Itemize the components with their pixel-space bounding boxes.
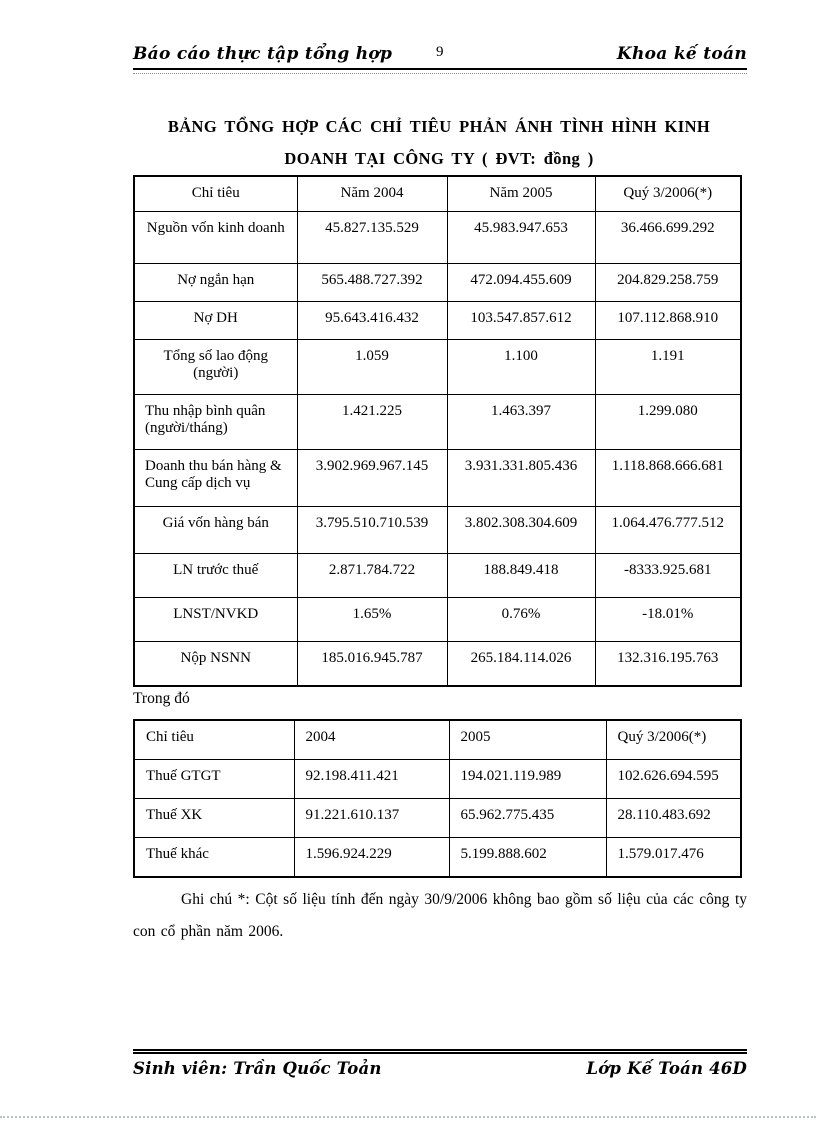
cell-value: 188.849.418 xyxy=(447,553,595,597)
cell-value: 103.547.857.612 xyxy=(447,301,595,339)
table-row xyxy=(134,597,741,641)
table-row xyxy=(134,798,741,837)
cell-value: 1.059 xyxy=(297,339,447,394)
title-line-1: BẢNG TỔNG HỢP CÁC CHỈ TIÊU PHẢN ÁNH TÌNH HÌNH KINH xyxy=(167,117,711,136)
column-header: Chỉ tiêu xyxy=(134,720,294,759)
cell-value: 5.199.888.602 xyxy=(449,837,606,877)
header-rule xyxy=(133,68,747,70)
tax-detail-table xyxy=(133,719,742,878)
row-label: Thuế XK xyxy=(134,798,294,837)
cell-value: -8333.925.681 xyxy=(595,553,741,597)
cell-value: 0.76% xyxy=(447,597,595,641)
row-label: Nợ DH xyxy=(134,301,297,339)
cell-value: 204.829.258.759 xyxy=(595,263,741,301)
row-label: LNST/NVKD xyxy=(134,597,297,641)
cell-value: 91.221.610.137 xyxy=(294,798,449,837)
row-label: Doanh thu bán hàng & Cung cấp dịch vụ xyxy=(134,449,297,506)
cell-value: 36.466.699.292 xyxy=(595,211,741,263)
bottom-dotted-rule xyxy=(0,1116,816,1118)
table-row xyxy=(134,641,741,686)
cell-value: -18.01% xyxy=(595,597,741,641)
header-right-text: Khoa kế toán xyxy=(616,44,747,64)
table-row xyxy=(134,449,741,506)
header-rule-dotted xyxy=(133,73,747,74)
report-title xyxy=(104,111,774,175)
table-row xyxy=(134,301,741,339)
cell-value: 1.579.017.476 xyxy=(606,837,741,877)
row-label: Nộp NSNN xyxy=(134,641,297,686)
title-line-2: DOANH TẠI CÔNG TY ( ĐVT: đồng ) xyxy=(284,149,594,168)
row-label: Thuế GTGT xyxy=(134,759,294,798)
table-row xyxy=(134,837,741,877)
cell-value: 45.983.947.653 xyxy=(447,211,595,263)
row-label: Nguồn vốn kinh doanh xyxy=(134,211,297,263)
footer-rule xyxy=(133,1049,747,1054)
trong-do-label: Trong đó xyxy=(133,690,190,707)
cell-value: 1.100 xyxy=(447,339,595,394)
business-indicators-table xyxy=(133,175,742,687)
cell-value: 1.463.397 xyxy=(447,394,595,449)
cell-value: 1.191 xyxy=(595,339,741,394)
cell-value: 185.016.945.787 xyxy=(297,641,447,686)
table-header-row xyxy=(134,176,741,211)
cell-value: 107.112.868.910 xyxy=(595,301,741,339)
column-header: Năm 2004 xyxy=(297,176,447,211)
cell-value: 1.65% xyxy=(297,597,447,641)
table-row xyxy=(134,211,741,263)
footer-left-text: Sinh viên: Trần Quốc Toản xyxy=(133,1059,382,1078)
cell-value: 565.488.727.392 xyxy=(297,263,447,301)
page-header xyxy=(133,44,747,64)
page-number: 9 xyxy=(435,44,444,60)
cell-value: 3.931.331.805.436 xyxy=(447,449,595,506)
row-label: Tổng số lao động (người) xyxy=(134,339,297,394)
footer-right-text: Lớp Kế Toán 46D xyxy=(586,1059,747,1078)
cell-value: 265.184.114.026 xyxy=(447,641,595,686)
column-header: Năm 2005 xyxy=(447,176,595,211)
cell-value: 2.871.784.722 xyxy=(297,553,447,597)
cell-value: 45.827.135.529 xyxy=(297,211,447,263)
column-header: 2005 xyxy=(449,720,606,759)
cell-value: 95.643.416.432 xyxy=(297,301,447,339)
cell-value: 1.064.476.777.512 xyxy=(595,506,741,553)
cell-value: 194.021.119.989 xyxy=(449,759,606,798)
column-header: 2004 xyxy=(294,720,449,759)
table-row xyxy=(134,506,741,553)
cell-value: 102.626.694.595 xyxy=(606,759,741,798)
cell-value: 1.299.080 xyxy=(595,394,741,449)
cell-value: 92.198.411.421 xyxy=(294,759,449,798)
table-row xyxy=(134,263,741,301)
column-header: Chỉ tiêu xyxy=(134,176,297,211)
row-label: Nợ ngắn hạn xyxy=(134,263,297,301)
table-row xyxy=(134,394,741,449)
cell-value: 132.316.195.763 xyxy=(595,641,741,686)
table-row xyxy=(134,759,741,798)
cell-value: 3.795.510.710.539 xyxy=(297,506,447,553)
header-left-text: Báo cáo thực tập tổng hợp xyxy=(133,44,393,64)
cell-value: 3.902.969.967.145 xyxy=(297,449,447,506)
row-label: Giá vốn hàng bán xyxy=(134,506,297,553)
column-header: Quý 3/2006(*) xyxy=(595,176,741,211)
row-label: LN trước thuế xyxy=(134,553,297,597)
cell-value: 1.596.924.229 xyxy=(294,837,449,877)
cell-value: 1.118.868.666.681 xyxy=(595,449,741,506)
cell-value: 28.110.483.692 xyxy=(606,798,741,837)
cell-value: 3.802.308.304.609 xyxy=(447,506,595,553)
row-label: Thuế khác xyxy=(134,837,294,877)
table-row xyxy=(134,553,741,597)
row-label: Thu nhập bình quân (người/tháng) xyxy=(134,394,297,449)
footnote: Ghi chú *: Cột số liệu tính đến ngày 30/9/2006 không bao gồm số liệu của các công ty con cổ phần năm 2006. xyxy=(133,891,747,940)
column-header: Quý 3/2006(*) xyxy=(606,720,741,759)
cell-value: 65.962.775.435 xyxy=(449,798,606,837)
page-footer xyxy=(133,1059,747,1078)
cell-value: 472.094.455.609 xyxy=(447,263,595,301)
table-row xyxy=(134,339,741,394)
cell-value: 1.421.225 xyxy=(297,394,447,449)
table-header-row xyxy=(134,720,741,759)
